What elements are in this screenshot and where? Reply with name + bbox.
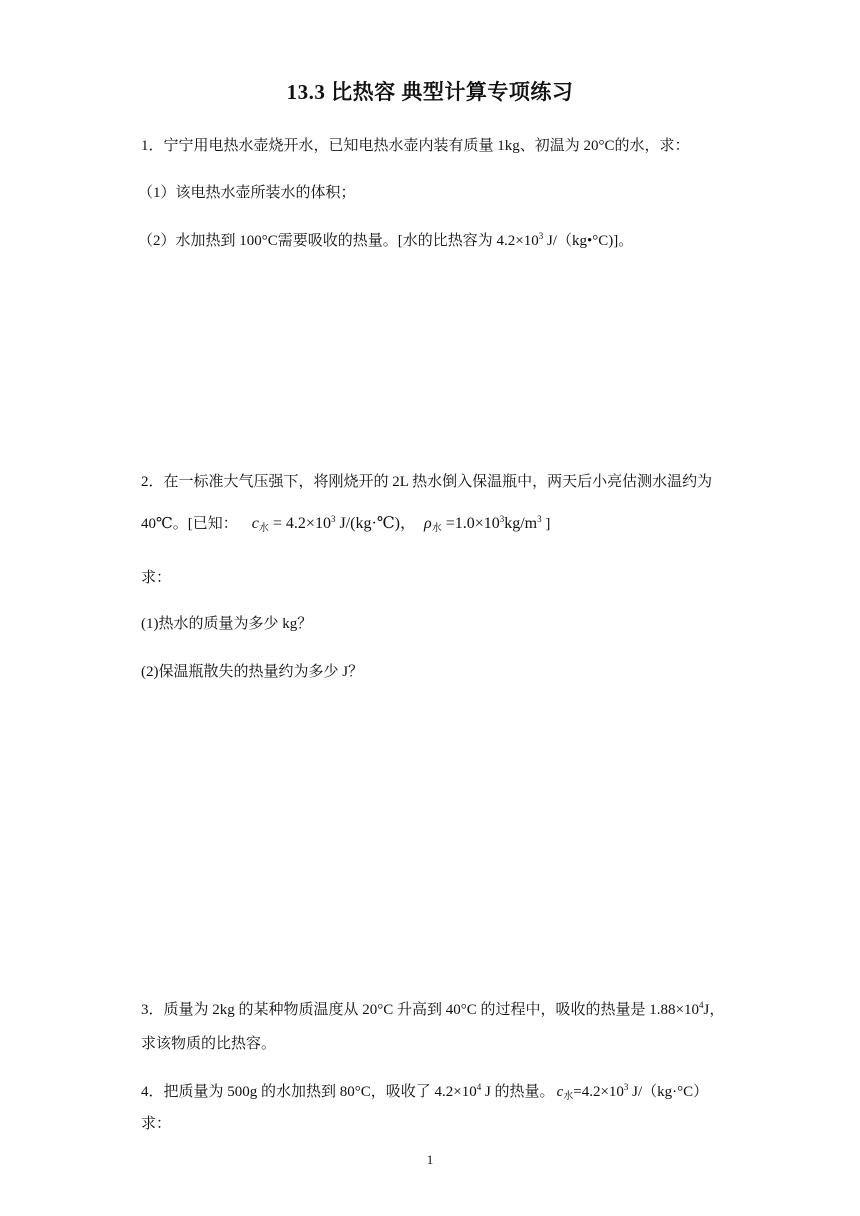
q2-c-symbol: c xyxy=(251,515,259,532)
q2-c-unit: J/(kg·℃)， xyxy=(335,515,416,532)
q2-ask: 求： xyxy=(141,570,172,586)
q4-line1-exponent: 4 xyxy=(476,1082,482,1092)
q2-rho-exponent: 3 xyxy=(499,514,505,524)
q2-density-formula xyxy=(424,515,542,532)
q2-c-subscript: 水 xyxy=(258,523,269,534)
q1-stem: 1．宁宁用电热水壶烧开水，已知电热水壶内装有质量 1kg、初温为 20°C的水，求： xyxy=(141,138,690,154)
q4-c-exponent: 3 xyxy=(623,1082,629,1092)
q3-line1 xyxy=(141,998,724,1019)
q2-rho-subscript: 水 xyxy=(431,523,442,534)
q4-line1-text-a: 4．把质量为 500g 的水加热到 80°C，吸收了 4.2×10 xyxy=(141,1084,477,1100)
q2-given-prefix: 40℃。[已知： xyxy=(141,516,238,532)
q2-given xyxy=(141,510,550,533)
q1-part2-exponent: 3 xyxy=(538,231,544,241)
q2-rho-symbol: ρ xyxy=(424,515,432,532)
q4-c-unit: J/（kg·°C） xyxy=(628,1084,709,1100)
q2-c-value: = 4.2×10 xyxy=(268,515,331,532)
q2-given-suffix: ] xyxy=(541,516,551,532)
q1-part1: （1）该电热水壶所装水的体积； xyxy=(138,185,356,201)
q4-line1-text-b: J 的热量。 xyxy=(481,1084,555,1100)
q3-line1-text-a: 3．质量为 2kg 的某种物质温度从 20°C 升高到 40°C 的过程中，吸收的热量是 1.88×10 xyxy=(141,1002,699,1018)
q1-part2-text-b: J/（kg•°C)]。 xyxy=(543,233,634,249)
q4-c-symbol: c xyxy=(556,1084,564,1100)
q2-part2: (2)保温瓶散失的热量约为多少 J？ xyxy=(141,664,364,680)
q2-rho-unit-exponent: 3 xyxy=(537,514,542,524)
q4-line2: 求： xyxy=(141,1116,172,1132)
q2-rho-unit: kg/m xyxy=(504,515,538,532)
q2-part1: (1)热水的质量为多少 kg？ xyxy=(141,616,313,632)
q2-stem: 2．在一标准大气压强下，将刚烧开的 2L 热水倒入保温瓶中，两天后小亮估测水温约为 xyxy=(141,474,713,490)
q1-part2 xyxy=(138,229,633,250)
q1-part2-text-a: （2）水加热到 100°C需要吸收的热量。[水的比热容为 4.2×10 xyxy=(138,233,539,249)
page-title: 13.3 比热容 典型计算专项练习 xyxy=(286,80,574,104)
q4-specific-heat xyxy=(557,1084,709,1100)
q4-c-value: =4.2×10 xyxy=(573,1084,624,1100)
q2-c-exponent: 3 xyxy=(330,514,336,524)
q2-specific-heat-formula xyxy=(252,515,416,532)
q2-rho-value: =1.0×10 xyxy=(441,515,500,532)
q3-line2: 求该物质的比热容。 xyxy=(141,1036,277,1052)
q3-line1-exponent: 4 xyxy=(698,1000,704,1010)
q3-line1-text-b: J， xyxy=(703,1002,725,1018)
q4-line1 xyxy=(141,1080,708,1101)
page-number: 1 xyxy=(426,1152,434,1167)
q4-c-subscript: 水 xyxy=(563,1091,574,1102)
